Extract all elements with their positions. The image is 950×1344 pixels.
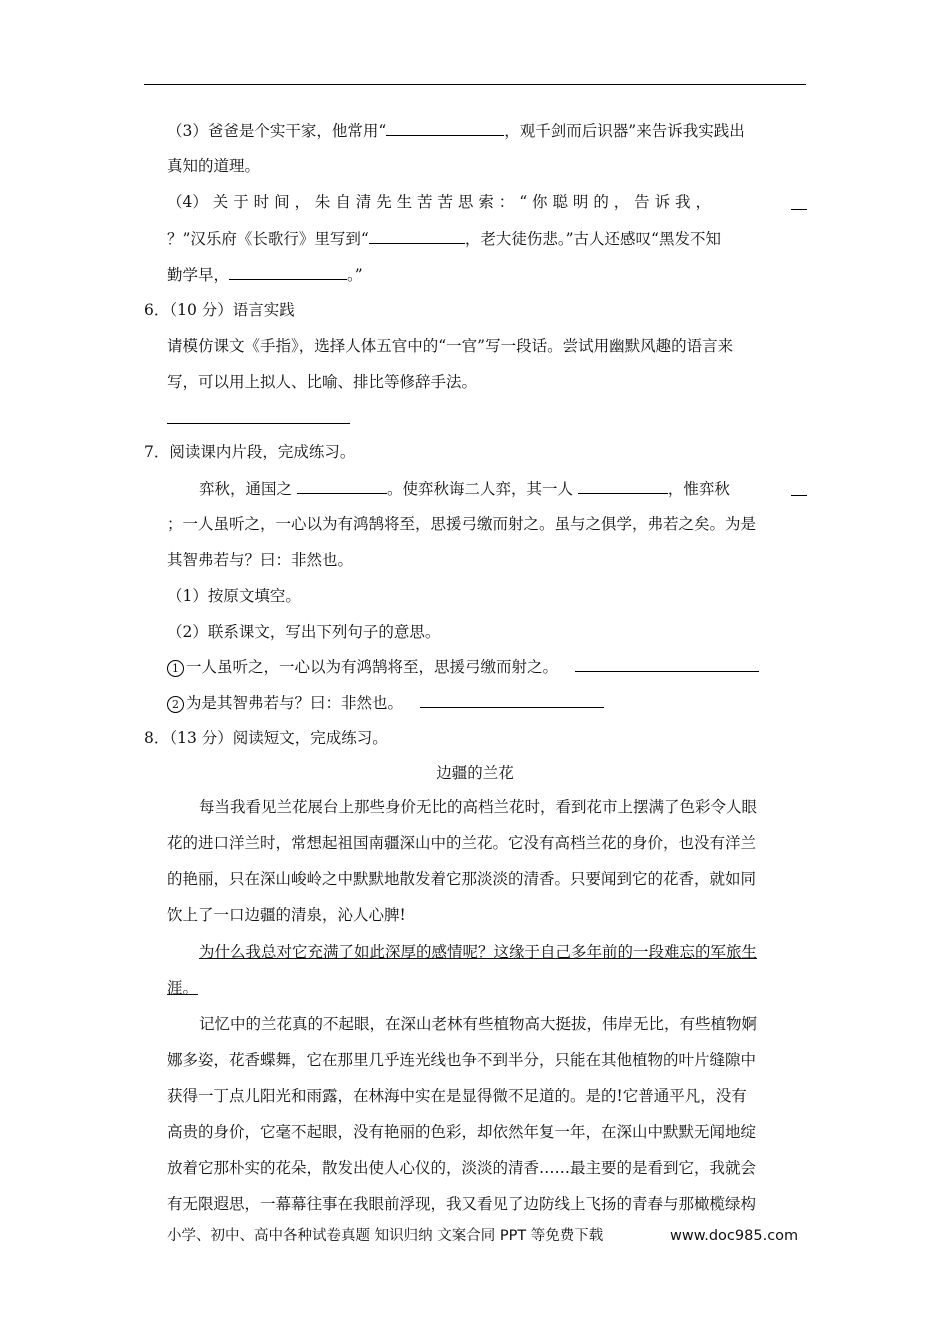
article-line-4: 饮上了一口边疆的清泉，沁人心脾! xyxy=(167,906,406,924)
circled-number-1: 1 xyxy=(167,660,184,677)
answer-blank[interactable] xyxy=(791,194,807,210)
article-line-10: 高贵的身价，它毫不起眼，没有艳丽的色彩，却依然年复一年，在深山中默默无闻地绽 xyxy=(167,1123,757,1141)
article-line-5-underlined: 为什么我总对它充满了如此深厚的感情呢？这缘于自己多年前的一段难忘的军旅生 xyxy=(199,943,758,961)
q7-passage-line2: ；一人虽听之，一心以为有鸿鹄将至，思援弓缴而射之。虽与之俱学，弗若之矣。为是 xyxy=(167,515,757,533)
q6-answer-line[interactable] xyxy=(167,408,350,424)
q7-sub1: （1）按原文填空。 xyxy=(167,587,301,605)
article-line-11: 放着它那朴实的花朵，散发出使人心仪的，淡淡的清香……最主要的是看到它，我就会 xyxy=(167,1159,757,1177)
article-line-6-underlined: 涯。 xyxy=(167,979,199,997)
q7-passage-line1: 弈秋，通国之 。使弈秋诲二人弈，其一人 ，惟弈秋 xyxy=(167,478,807,499)
article-title: 边疆的兰花 xyxy=(436,764,514,782)
q5-3-line1: （3）爸爸是个实干家，他常用“ ，观千剑而后识器”来告诉我实践出 xyxy=(167,122,745,140)
answer-blank[interactable] xyxy=(420,692,604,708)
q7-heading: 7．阅读课内片段，完成练习。 xyxy=(144,443,356,461)
q7-item1: 1 一人虽听之，一心以为有鸿鹄将至，思援弓缴而射之。 xyxy=(167,656,759,677)
answer-blank[interactable] xyxy=(575,656,759,672)
answer-blank[interactable] xyxy=(386,120,504,136)
answer-blank[interactable] xyxy=(297,478,387,494)
article-line-7: 记忆中的兰花真的不起眼，在深山老林有些植物高大挺拔，伟岸无比，有些植物婀 xyxy=(199,1015,758,1033)
q5-4-line1: （4） 关 于 时 间 ， 朱 自 清 先 生 苦 苦 思 索 ： “ 你 聪 明 的 ， 告 诉 我 ， xyxy=(167,192,807,212)
article-line-12: 有无限遐思，一幕幕往事在我眼前浮现，我又看见了边防线上飞扬的青春与那橄榄绿构 xyxy=(167,1195,757,1213)
q8-heading: 8．（13 分）阅读短文，完成练习。 xyxy=(144,729,388,747)
q6-prompt-line1: 请模仿课文《手指》，选择人体五官中的“一官”写一段话。尝试用幽默风趣的语言来 xyxy=(167,337,734,355)
q6-heading: 6．（10 分）语言实践 xyxy=(144,301,295,319)
answer-blank[interactable] xyxy=(229,264,347,280)
q7-item2: 2 为是其智弗若与？曰：非然也。 xyxy=(167,692,604,713)
article-line-3: 的艳丽，只在深山峻岭之中默默地散发着它那淡淡的清香。只要闻到它的花香，就如同 xyxy=(167,870,757,888)
article-line-2: 花的进口洋兰时，常想起祖国南疆深山中的兰花。它没有高档兰花的身价，也没有洋兰 xyxy=(167,834,757,852)
q5-4-line3: 勤学早， 。” xyxy=(167,266,363,284)
q7-passage-line3: 其智弗若与？曰：非然也。 xyxy=(167,551,354,569)
answer-blank[interactable] xyxy=(578,478,668,494)
q7-sub2: （2）联系课文，写出下列句子的意思。 xyxy=(167,623,441,641)
article-line-9: 获得一丁点儿阳光和雨露，在林海中实在是显得微不足道的。是的!它普通平凡，没有 xyxy=(167,1087,747,1105)
header-rule xyxy=(144,84,806,85)
footer-url[interactable]: www.doc985.com xyxy=(670,1228,799,1244)
footer-text: 小学、初中、高中各种试卷真题 知识归纳 文案合同 PPT 等免费下载 xyxy=(167,1228,604,1244)
answer-blank[interactable] xyxy=(791,480,807,496)
article-line-1: 每当我看见兰花展台上那些身价无比的高档兰花时，看到花市上摆满了色彩令人眼 xyxy=(199,798,758,816)
article-line-8: 娜多姿，花香蝶舞，它在那里几乎连光线也争不到半分，只能在其他植物的叶片缝隙中 xyxy=(167,1051,757,1069)
circled-number-2: 2 xyxy=(167,696,184,713)
q5-3-line2: 真知的道理。 xyxy=(167,157,261,175)
q6-prompt-line2: 写，可以用上拟人、比喻、排比等修辞手法。 xyxy=(167,373,478,391)
q5-4-line2: ？”汉乐府《长歌行》里写到“ ，老大徒伤悲。”古人还感叹“黑发不知 xyxy=(167,230,721,248)
answer-blank[interactable] xyxy=(369,228,465,244)
